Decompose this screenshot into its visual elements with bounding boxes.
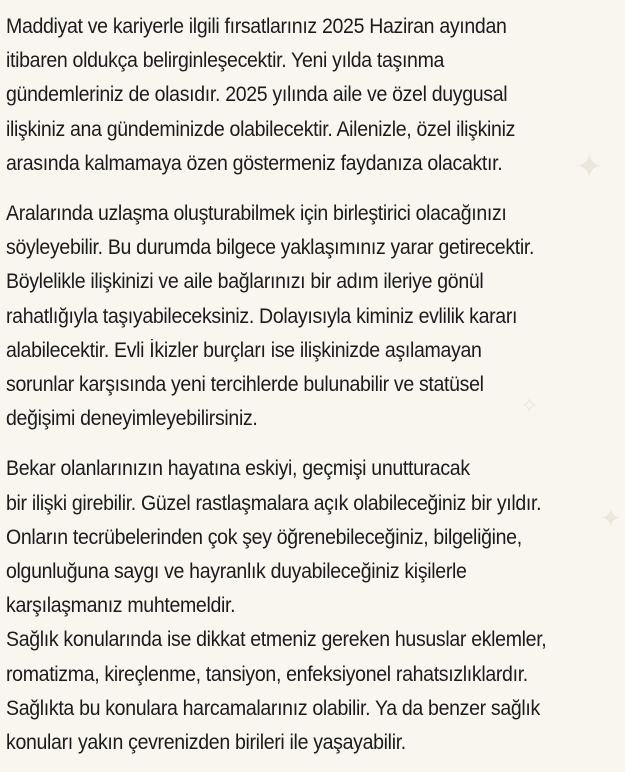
text-line: karşılaşmanız muhtemeldir.	[6, 594, 236, 618]
text-line: Bekar olanlarınızın hayatına eskiyi, geçmişi unutturacak	[6, 457, 470, 481]
paragraph-spacer	[6, 436, 620, 452]
text-line: söyleyebilir. Bu durumda bilgece yaklaşımınız yarar getirecektir.	[6, 236, 535, 260]
text-line: Sağlık konularında ise dikkat etmeniz gereken hususlar eklemler,	[6, 628, 547, 652]
paragraph-career	[6, 10, 620, 181]
faint-star-decoration-icon: ✦	[600, 503, 622, 533]
paragraph-spacer	[6, 181, 620, 197]
text-line: romatizma, kireçlenme, tansiyon, enfeksiyonel rahatsızlıklardır.	[6, 662, 528, 686]
text-line: itibaren oldukça belirginleşecektir. Yeni yılda taşınma	[6, 49, 445, 73]
text-line: gündemleriniz de olasıdır. 2025 yılında aile ve özel duygusal	[6, 83, 508, 107]
text-line: olgunluğuna saygı ve hayranlık duyabileceğiniz kişilerle	[6, 560, 467, 584]
text-line: Sağlıkta bu konulara harcamalarınız olabilir. Ya da benzer sağlık	[6, 696, 540, 720]
text-line: Aralarında uzlaşma oluşturabilmek için birleştirici olacağınızı	[6, 202, 507, 226]
paragraph-relationship	[6, 197, 620, 436]
text-line: Böylelikle ilişkinizi ve aile bağlarınızı bir adım ileriye gönül	[6, 270, 484, 294]
text-line: rahatlığıyla taşıyabileceksiniz. Dolayısıyla kiminiz evlilik kararı	[6, 304, 518, 328]
faint-star-decoration-icon: ✧	[520, 393, 539, 418]
text-line: Onların tecrübelerinden çok şey öğrenebileceğiniz, bilgeliğine,	[6, 525, 522, 549]
faint-star-decoration-icon: ✦	[575, 148, 604, 186]
text-line: arasında kalmamaya özen göstermeniz faydanıza olacaktır.	[6, 151, 503, 175]
text-line: alabilecektir. Evli İkizler burçları ise ilişkinizde aşılamayan	[6, 338, 482, 362]
text-line: ilişkiniz ana gündeminizde olabilecektir. Ailenizle, özel ilişkiniz	[6, 117, 516, 141]
text-line: sorunlar karşısında yeni tercihlerde bulunabilir ve statüsel	[6, 373, 484, 397]
paragraph-single-and-health	[6, 452, 620, 760]
text-line: bir ilişki girebilir. Güzel rastlaşmalara açık olabileceğiniz bir yıldır.	[6, 491, 542, 515]
text-line: konuları yakın çevrenizden birileri ile yaşayabilir.	[6, 731, 406, 755]
text-line: değişimi deneyimleyebilirsiniz.	[6, 407, 258, 431]
text-line: Maddiyat ve kariyerle ilgili fırsatlarınız 2025 Haziran ayından	[6, 15, 507, 38]
article-body	[6, 10, 620, 760]
